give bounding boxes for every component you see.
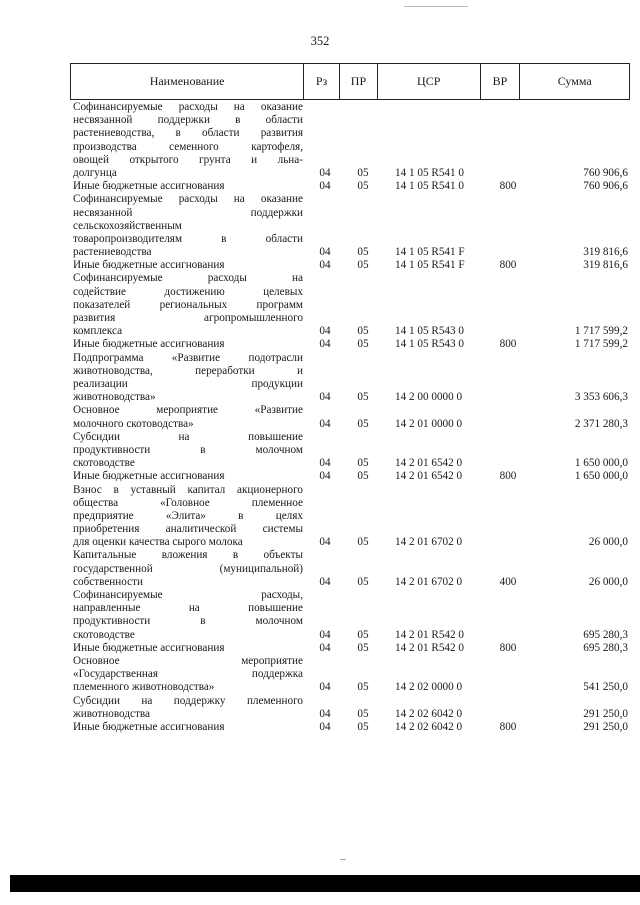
cell-name [73, 193, 303, 259]
cell-name-line: Софинансируемые расходы на оказание [73, 101, 303, 113]
cell-csr: 14 1 05 R543 0 [395, 338, 464, 351]
cell-csr: 14 1 05 R541 F [395, 259, 465, 272]
cell-rz: 04 [319, 575, 331, 588]
cell-rz: 04 [319, 259, 331, 272]
cell-name-line: продуктивности в молочном [73, 443, 303, 456]
cell-rz: 04 [319, 338, 331, 351]
header-name: Наименование [149, 74, 225, 88]
cell-name-line: Иные бюджетные ассигнования [73, 259, 225, 272]
cell-name-line: скотоводстве [73, 628, 135, 641]
cell-rz: 04 [319, 536, 331, 549]
cell-name-line: Софинансируемые расходы, [73, 589, 303, 601]
table-row [73, 655, 628, 695]
cell-name [73, 431, 303, 471]
cell-sum: 319 816,6 [583, 259, 628, 272]
cell-sum: 291 250,0 [583, 707, 628, 720]
cell-name-line: животноводства [73, 707, 150, 720]
cell-name-line: товаропроизводителям в области [73, 232, 303, 245]
cell-name-line: Основное мероприятие «Развитие [73, 404, 303, 417]
cell-vr: 800 [499, 338, 517, 351]
cell-name [73, 484, 303, 550]
cell-pr: 05 [357, 536, 369, 549]
cell-name-line: растениеводства, в области развития [73, 127, 303, 140]
cell-rz: 04 [319, 681, 331, 694]
table-row [73, 484, 628, 550]
cell-name-line: несвязанной поддержки в области [73, 114, 303, 127]
cell-pr: 05 [357, 628, 369, 641]
scan-bottom-edge [10, 875, 640, 892]
cell-name-line: направленные на повышение [73, 602, 303, 615]
cell-pr: 05 [357, 391, 369, 404]
cell-name-line: Софинансируемые расходы на [73, 272, 303, 285]
cell-csr: 14 2 02 6042 0 [395, 720, 463, 733]
cell-vr: 800 [499, 259, 517, 272]
header-pr: ПР [339, 64, 377, 99]
cell-rz: 04 [319, 641, 331, 654]
cell-name-line: животноводства, переработки и [73, 364, 303, 377]
cell-csr: 14 2 01 R542 0 [395, 641, 464, 654]
cell-name-line: содействие достижению целевых [73, 285, 303, 298]
cell-sum: 695 280,3 [583, 628, 628, 641]
cell-name [73, 352, 303, 405]
cell-csr: 14 2 00 0000 0 [395, 391, 463, 404]
cell-rz: 04 [319, 246, 331, 259]
cell-rz: 04 [319, 325, 331, 338]
cell-vr: 800 [499, 641, 517, 654]
cell-name-line: Взнос в уставный капитал акционерного [73, 483, 303, 496]
cell-name-line: общества «Головное племенное [73, 496, 303, 509]
top-scan-rule [404, 6, 468, 7]
cell-sum: 695 280,3 [583, 641, 628, 654]
cell-name-line: собственности [73, 575, 143, 588]
cell-sum: 26 000,0 [588, 575, 628, 588]
table-row [73, 431, 628, 471]
cell-name-line: Иные бюджетные ассигнования [73, 641, 225, 654]
cell-vr: 800 [499, 720, 517, 733]
cell-name-line: племенного животноводства» [73, 681, 215, 694]
cell-pr: 05 [357, 641, 369, 654]
cell-name-line: Иные бюджетные ассигнования [73, 470, 225, 483]
cell-csr: 14 2 02 6042 0 [395, 707, 463, 720]
cell-name-line: комплекса [73, 325, 123, 338]
cell-rz: 04 [319, 707, 331, 720]
header-csr: ЦСР [377, 64, 480, 99]
cell-pr: 05 [357, 246, 369, 259]
cell-pr: 05 [357, 707, 369, 720]
cell-name [73, 721, 303, 734]
cell-rz: 04 [319, 470, 331, 483]
cell-name [73, 404, 303, 430]
cell-csr: 14 2 02 0000 0 [395, 681, 463, 694]
cell-name-line: продуктивности в молочном [73, 615, 303, 628]
cell-name-line: Субсидии на поддержку племенного [73, 694, 303, 707]
table-row [73, 695, 628, 721]
cell-csr: 14 1 05 R541 F [395, 246, 465, 259]
cell-name-line: производства семенного картофеля, [73, 140, 303, 153]
cell-csr: 14 1 05 R541 0 [395, 180, 464, 193]
cell-sum: 1 650 000,0 [574, 457, 628, 470]
cell-rz: 04 [319, 720, 331, 733]
cell-sum: 1 717 599,2 [574, 325, 628, 338]
cell-sum: 319 816,6 [583, 246, 628, 259]
cell-name [73, 695, 303, 721]
cell-name-line: развития агропромышленного [73, 312, 303, 325]
cell-sum: 2 371 280,3 [574, 417, 628, 430]
cell-name-line: предприятие «Элита» в целях [73, 509, 303, 522]
table-row [73, 352, 628, 405]
cell-name [73, 549, 303, 589]
cell-rz: 04 [319, 166, 331, 179]
cell-sum: 1 717 599,2 [574, 338, 628, 351]
cell-rz: 04 [319, 180, 331, 193]
cell-pr: 05 [357, 681, 369, 694]
cell-name [73, 259, 303, 272]
cell-pr: 05 [357, 575, 369, 588]
cell-vr: 400 [499, 575, 517, 588]
cell-name-line: Субсидии на повышение [73, 430, 303, 443]
cell-pr: 05 [357, 457, 369, 470]
table-row [73, 193, 628, 259]
header-sum: Сумма [519, 64, 629, 99]
cell-sum: 26 000,0 [588, 536, 628, 549]
table-header [70, 63, 630, 100]
cell-csr: 14 2 01 6542 0 [395, 470, 463, 483]
cell-pr: 05 [357, 325, 369, 338]
cell-sum: 291 250,0 [583, 720, 628, 733]
cell-name-line: Подпрограмма «Развитие подотрасли [73, 351, 303, 364]
cell-name-line: сельскохозяйственным [73, 219, 182, 232]
cell-name-line: Иные бюджетные ассигнования [73, 338, 225, 351]
cell-name-line: показателей региональных программ [73, 298, 303, 311]
table-row [73, 589, 628, 642]
cell-rz: 04 [319, 417, 331, 430]
cell-name-line: Капитальные вложения в объекты [73, 549, 303, 562]
cell-rz: 04 [319, 457, 331, 470]
cell-rz: 04 [319, 391, 331, 404]
cell-vr: 800 [499, 470, 517, 483]
cell-name-line: для оценки качества сырого молока [73, 536, 243, 549]
cell-name [73, 655, 303, 695]
cell-csr: 14 1 05 R541 0 [395, 166, 464, 179]
margin-mark [340, 859, 346, 860]
cell-name-line: скотоводстве [73, 457, 135, 470]
cell-name-line: овощей открытого грунта и льна- [73, 153, 303, 166]
cell-sum: 760 906,6 [583, 180, 628, 193]
table-row [73, 404, 628, 430]
cell-sum: 1 650 000,0 [574, 470, 628, 483]
table-row [73, 180, 628, 193]
cell-pr: 05 [357, 470, 369, 483]
cell-name-line: молочного скотоводства» [73, 417, 194, 430]
cell-pr: 05 [357, 338, 369, 351]
cell-vr: 800 [499, 180, 517, 193]
cell-pr: 05 [357, 720, 369, 733]
header-vr: ВР [480, 64, 520, 99]
table-row [73, 259, 628, 272]
cell-sum: 541 250,0 [583, 681, 628, 694]
cell-name-line: реализации продукции [73, 377, 303, 390]
cell-sum: 760 906,6 [583, 166, 628, 179]
table-row [73, 642, 628, 655]
table-row [73, 549, 628, 589]
cell-sum: 3 353 606,3 [574, 391, 628, 404]
cell-name [73, 101, 303, 180]
table-row [73, 470, 628, 483]
cell-name [73, 180, 303, 193]
cell-name [73, 272, 303, 338]
cell-name-line: долгунца [73, 166, 117, 179]
table-body [73, 101, 628, 734]
cell-name-line: Основное мероприятие [73, 654, 303, 667]
cell-pr: 05 [357, 166, 369, 179]
table-row [73, 338, 628, 351]
cell-name-line: несвязанной поддержки [73, 206, 303, 219]
cell-csr: 14 2 01 R542 0 [395, 628, 464, 641]
cell-rz: 04 [319, 628, 331, 641]
table-row [73, 721, 628, 734]
cell-pr: 05 [357, 259, 369, 272]
cell-name-line: приобретения аналитической системы [73, 523, 303, 536]
cell-name-line: растениеводства [73, 246, 152, 259]
cell-pr: 05 [357, 417, 369, 430]
cell-name-line: государственной (муниципальной) [73, 562, 303, 575]
cell-name-line: Иные бюджетные ассигнования [73, 180, 225, 193]
cell-pr: 05 [357, 180, 369, 193]
header-rz: Рз [303, 64, 339, 99]
cell-name-line: Иные бюджетные ассигнования [73, 720, 225, 733]
cell-csr: 14 2 01 6542 0 [395, 457, 463, 470]
cell-csr: 14 2 01 0000 0 [395, 417, 463, 430]
cell-name-line: Софинансируемые расходы на оказание [73, 193, 303, 206]
cell-name [73, 589, 303, 642]
cell-csr: 14 2 01 6702 0 [395, 575, 463, 588]
cell-name [73, 470, 303, 483]
cell-name [73, 338, 303, 351]
cell-name-line: животноводства» [73, 391, 156, 404]
cell-csr: 14 2 01 6702 0 [395, 536, 463, 549]
cell-csr: 14 1 05 R543 0 [395, 325, 464, 338]
page-number: 352 [310, 34, 330, 48]
cell-name [73, 642, 303, 655]
table-row [73, 272, 628, 338]
table-row [73, 101, 628, 180]
cell-name-line: «Государственная поддержка [73, 668, 303, 681]
